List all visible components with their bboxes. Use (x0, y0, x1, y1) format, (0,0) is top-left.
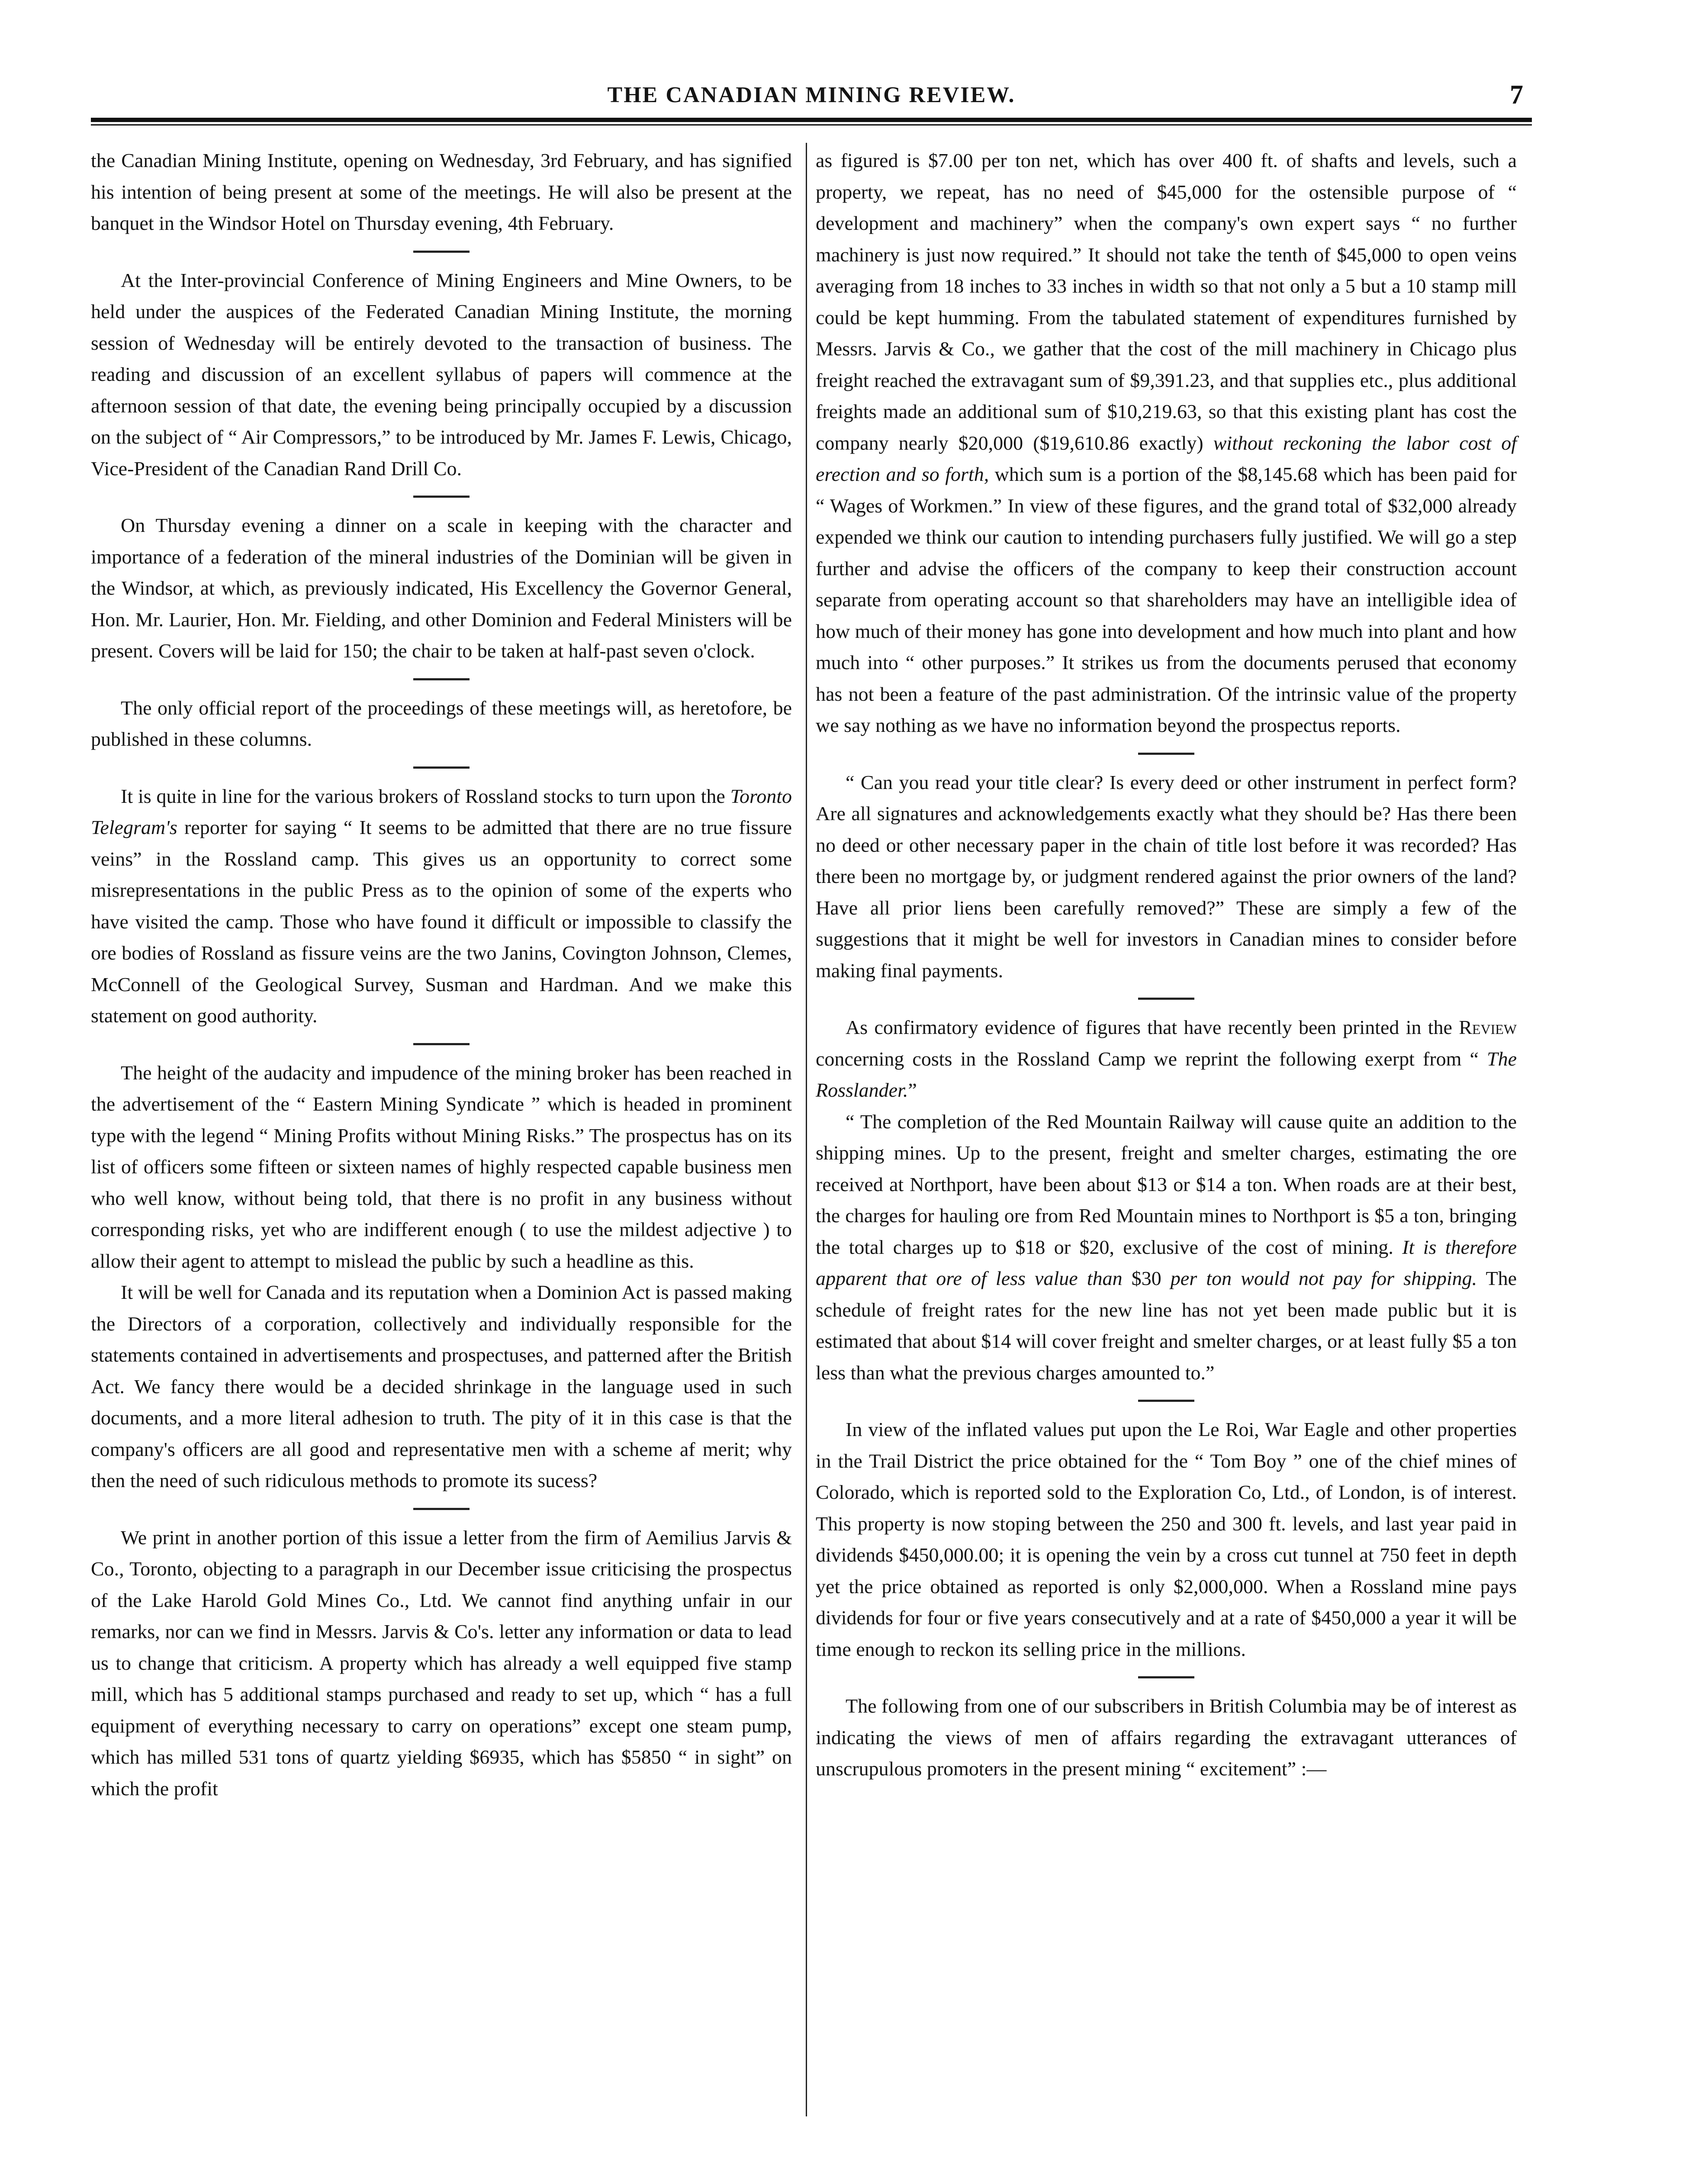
text-run: As confirmatory evidence of figures that have recently been printed in the (846, 1016, 1459, 1038)
paragraph-title-clear: “ Can you read your title clear? Is every deed or other instrument in perfect form? Are all signatures and acknowledgements exactly what they should be? Has there been no deed or other necessary paper in the chain of title lost before it was recorded? Has there been no mortgage by, or judgment rendered against the prior owners of the land? Have all prior liens been carefully removed?” These are simply a few of the suggestions that it might be well for investors in Canadian mines to consider before making final payments. (816, 771, 1517, 982)
paragraph-dominion-act: It will be well for Canada and its reputation when a Dominion Act is passed making the Directors of a corporation, collectively and individually responsible for the statements contained in advertisements and prospectuses, and patterned after the British Act. We fancy there would be a decided shrinkage in the language used in such documents, and a more literal adhesion to truth. The pity of it in this case is that the company's officers are all good and representative men with a scheme af merit; why then the need of such ridiculous methods to promote its sucess? (91, 1281, 792, 1491)
italic-run: without reckoning the labor cost of erection and so forth, (816, 432, 1517, 485)
section-separator (413, 1508, 470, 1510)
text-run: reporter for saying “ It seems to be admitted that there are no true fissure veins” in the Rossland camp. This gives us an opportunity to correct some misrepresentations in the public Press as to the opinion of some of the experts who have visited the camp. Those who have found it difficult or impossible to classify the ore bodies of Rossland as fissure veins are the two Janins, Covington Johnson, Clemes, McConnell of the Geological Survey, Susman and Hardman. And we make this statement on good authority. (91, 816, 792, 1027)
section-separator (413, 766, 470, 769)
paragraph-conference: At the Inter-provincial Conference of Mining Engineers and Mine Owners, to be held under the auspices of the Federated Canadian Mining Institute, the morning session of Wednesday will be entirely devoted to the transaction of business. The reading and discussion of an excellent syllabus of papers will commence at the afternoon session of that date, the evening being principally occupied by a discussion on the subject of “ Air Compressors,” to be introduced by Mr. James F. Lewis, Chicago, Vice-President of the Canadian Rand Drill Co. (91, 269, 792, 480)
column-divider (806, 143, 807, 2116)
header-rule (91, 118, 1532, 126)
paragraph-mining-broker: The height of the audacity and impudence of the mining broker has been reached in the advertisement of the “ Eastern Mining Syndicate ” which is headed in prominent type with the legend “ Mining Profits without Mining Risks.” The prospectus has on its list of officers some fifteen or sixteen names of highly respected capable business men who well know, without being told, that there is no profit in any business without corresponding risks, yet who are indifferent enough ( to use the mildest adjective ) to allow their agent to attempt to mislead the public by such a headline as this. (91, 1061, 792, 1272)
section-separator (1138, 1400, 1194, 1402)
paragraph-red-mountain-quote (816, 1106, 1517, 1389)
section-separator (413, 251, 470, 253)
paragraph-tom-boy: In view of the inflated values put upon the Le Roi, War Eagle and other properties in the Trail District the price obtained for the “ Tom Boy ” one of the chief mines of Colorado, which is reported sold to the Exploration Co, Ltd., of London, is of interest. This property is now stoping between the 250 and 300 ft. levels, and last year paid in dividends $450,000.00; it is opening the vein by a cross cut tunnel at 750 feet in depth yet the price obtained as reported is only $2,000,000. When a Rossland mine pays dividends for four or five years consecutively and at a rate of $450,000 a year it will be time enough to reckon its selling price in the millions. (816, 1418, 1517, 1660)
italic-run: Toronto Telegram's (91, 785, 792, 838)
section-separator (413, 1043, 470, 1045)
paragraph-official-report: The only official report of the proceedings of these meetings will, as heretofore, be published in these columns. (91, 696, 792, 750)
section-separator (413, 678, 470, 680)
text-run: as figured is $7.00 per ton net, which has over 400 ft. of shafts and levels, such a property, we repeat, has no need of $45,000 for the ostensible purpose of “ development and machinery” when the company's own expert says “ no further machinery is just now required.” It should not take the tenth of $45,000 to open veins averaging from 18 inches to 33 inches in width so that not only a 5 but a 10 stamp mill could be kept humming. From the tabulated statement of expenditures furnished by Messrs. Jarvis & Co., we gather that the cost of the mill machinery in Chicago plus freight reached the extravagant sum of $9,391.23, and that supplies etc., plus additional freights made an additional sum of $10,219.63, so that this existing plant has cost the company nearly $20,000 ($19,610.86 exactly) (816, 149, 1517, 454)
right-column (816, 145, 1517, 1785)
small-caps-run: Review (1459, 1016, 1517, 1038)
section-separator (1138, 753, 1194, 755)
page-number: 7 (1510, 80, 1523, 109)
text-run: concerning costs in the Rossland Camp we reprint the following exerpt from “ (816, 1047, 1487, 1070)
running-title: THE CANADIAN MINING REVIEW. (607, 83, 1016, 107)
paragraph-institute-opening: the Canadian Mining Institute, opening on Wednesday, 3rd February, and has signified his intention of being present at some of the meetings. He will also be present at the banquet in the Windsor Hotel on Thursday evening, 4th February. (91, 149, 792, 234)
text-run: It is quite in line for the various brokers of Rossland stocks to turn upon the (121, 785, 730, 807)
text-run: “ The completion of the Red Mountain Railway will cause quite an addition to the shipping mines. Up to the present, freight and smelter charges, estimating the ore received at Northport, have been about $13 or $14 a ton. When roads are at their best, the charges for hauling ore from Red Mountain mines to Northport is $5 a ton, bringing the total charges up to $18 or $20, exclusive of the cost of mining. (816, 1110, 1517, 1258)
text-run: $30 (1122, 1267, 1171, 1289)
italic-run: per ton would not pay for shipping. (1170, 1267, 1477, 1289)
header-rule-thin (91, 124, 1532, 126)
paragraph-confirmatory-evidence (816, 1012, 1517, 1106)
italic-run: The Rosslander. (816, 1047, 1517, 1101)
italic-run: It is therefore apparent that ore of less value than (816, 1236, 1517, 1289)
section-separator (1138, 1676, 1194, 1678)
page-header (91, 82, 1532, 117)
section-separator (413, 496, 470, 498)
paragraph-jarvis-continued (816, 145, 1517, 741)
header-rule-thick (91, 118, 1532, 122)
section-separator (1138, 998, 1194, 1000)
text-run: ” (908, 1079, 917, 1101)
paragraph-dinner: On Thursday evening a dinner on a scale in keeping with the character and importance of a federation of the mineral industries of the Dominian will be given in the Windsor, at which, as previously indicated, His Excellency the Governor General, Hon. Mr. Laurier, Hon. Mr. Fielding, and other Dominion and Federal Ministers will be present. Covers will be laid for 150; the chair to be taken at half-past seven o'clock. (91, 514, 792, 662)
paragraph-jarvis-letter: We print in another portion of this issue a letter from the firm of Aemilius Jarvis & Co., Toronto, objecting to a paragraph in our December issue criticising the prospectus of the Lake Harold Gold Mines Co., Ltd. We cannot find anything unfair in our remarks, nor can we find in Messrs. Jarvis & Co's. letter any information or data to lead us to change that criticism. A property which has already a well equipped five stamp mill, which has 5 additional stamps purchased and ready to set up, which “ has a full equipment of everything necessary to carry on operations” except one steam pump, which has milled 531 tons of quartz yielding $6935, which has $5850 “ in sight” on which the profit (91, 1526, 792, 1800)
text-run: The schedule of freight rates for the new line has not yet been made public but it is estimated that about $14 will cover freight and smelter charges, or at least fully $5 a ton less than what the previous charges amounted to.” (816, 1267, 1517, 1384)
paragraph-rossland-brokers (91, 781, 792, 1032)
paragraph-subscriber-bc: The following from one of our subscribers in British Columbia may be of interest as indicating the views of men of affairs regarding the extravagant utterances of unscrupulous promoters in the present mining “ excitement” :— (816, 1695, 1517, 1780)
text-run: which sum is a portion of the $8,145.68 which has been paid for “ Wages of Workmen.” In view of these figures, and the grand total of $32,000 already expended we think our caution to intending purchasers fully justified. We will go a step further and advise the officers of the company to keep their construction account separate from operating account so that shareholders may have an intelligible idea of how much of their money has gone into development and how much into plant and how much into “ other purposes.” It strikes us from the documents perused that economy has not been a feature of the past administration. Of the intrinsic value of the property we say nothing as we have no information beyond the prospectus reports. (816, 463, 1517, 736)
left-column (91, 145, 792, 1804)
